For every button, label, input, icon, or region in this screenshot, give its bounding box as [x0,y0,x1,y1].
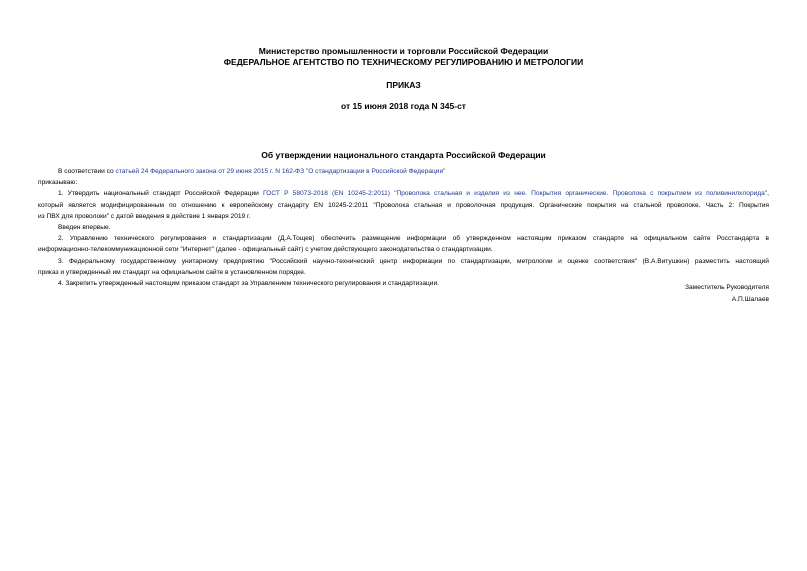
document-body [38,166,769,289]
preamble [38,166,769,177]
item-1-line-2: который является модифицированным по отношению к европейскому стандарту EN 10245-2:2011 "Проволока стальная и проволочная продукция. Органические покрытия на стальной проволоке. Часть 2: Покрытия [38,201,769,209]
item-3-line-2: приказ и утвержденный им стандарт на официальном сайте в установленном порядке. [38,268,306,276]
item-4: 4. Закрепить утвержденный настоящим приказом стандарт за Управлением технического регулирования и стандартизации. [58,279,439,287]
item-1-suffix: , [767,190,769,198]
gost-standard-link[interactable]: ГОСТ Р 58073-2018 (EN 10245-2:2011) "Проволока стальная и изделия из нее. Покрытия органические. Проволока с покрытием из поливинилхлорида" [263,190,768,198]
item-2-line-2: информационно-телекоммуникационной сети "Интернет" (далее - официальный сайт) с учетом действующего законодательства о стандартизации. [38,246,493,254]
ministry-name: Министерство промышленности и торговли Российской Федерации [258,46,549,56]
document-title: Об утверждении национального стандарта Российской Федерации [261,150,546,160]
introduced-note: Введен впервые. [58,223,111,231]
item-1-prefix: 1. Утвердить национальный стандарт Российской Федерации [58,190,263,198]
document-date: от 15 июня 2018 года N 345-ст [341,101,466,111]
item-2-line-1: 2. Управлению технического регулирования и стандартизации (Д.А.Тощев) обеспечить размещение информации об утвержденном настоящим приказом стандарте на официальном сайте Росстандарта в [58,235,769,243]
preamble-prefix: В соответствии со [58,168,116,175]
document-type: ПРИКАЗ [386,80,421,90]
order-word: приказываю: [38,179,78,187]
law-article-link[interactable]: статьей 24 Федерального закона от 29 июня 2015 г. N 162-ФЗ "О стандартизации в Российской Федерации" [115,168,446,175]
item-1-line-1 [38,188,769,199]
agency-name: ФЕДЕРАЛЬНОЕ АГЕНТСТВО ПО ТЕХНИЧЕСКОМУ РЕГУЛИРОВАНИЮ И МЕТРОЛОГИИ [223,57,584,67]
signature-name: А.П.Шалаев [731,296,769,303]
signature-position: Заместитель Руководителя [685,284,769,291]
item-1-line-3: из ПВХ для проволоки" с датой введения в действие 1 января 2019 г. [38,212,251,220]
item-3-line-1: 3. Федеральному государственному унитарному предприятию "Российский научно-технический центр информации по стандартизации, метрологии и оценке соответствия" (В.А.Витушкин) разместить настоящий [58,257,769,265]
